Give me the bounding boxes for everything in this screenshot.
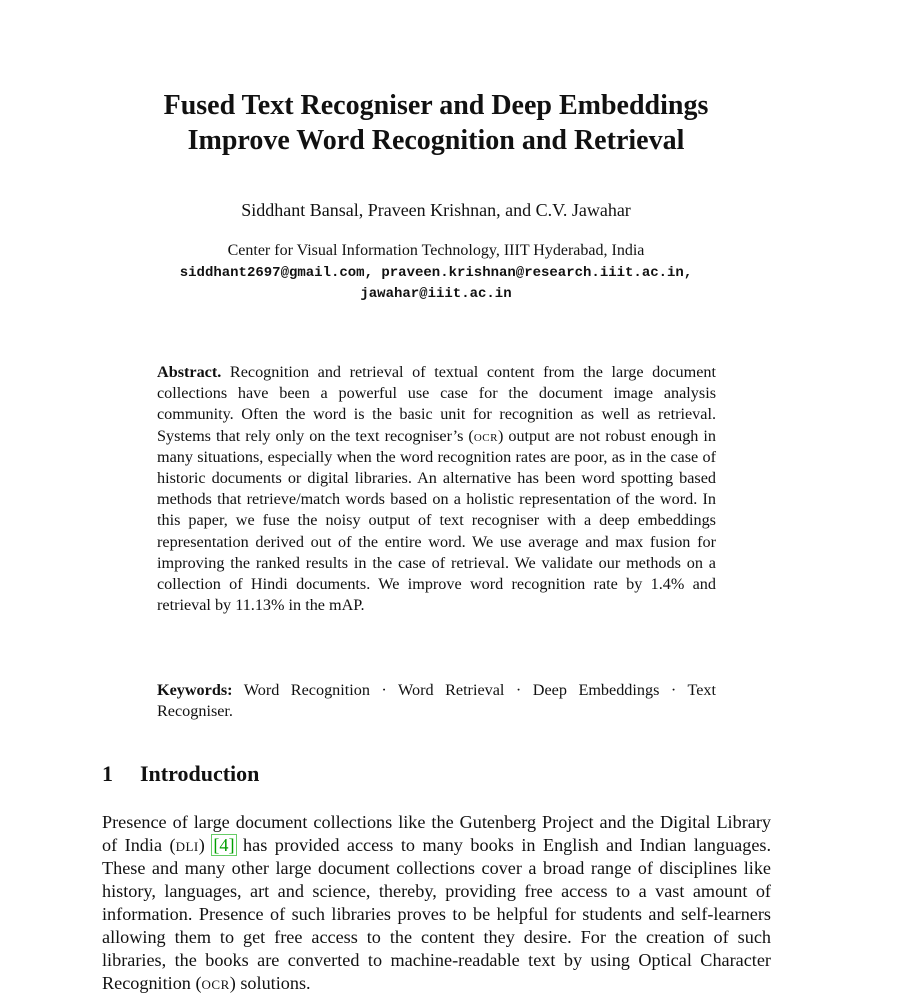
section-title: Introduction (140, 761, 260, 786)
author-list: Siddhant Bansal, Praveen Krishnan, and C.V. Jawahar (241, 200, 631, 220)
intro-ocr-abbrev: ocr (201, 973, 230, 993)
email-line-1: siddhant2697@gmail.com, praveen.krishnan@research.iiit.ac.in, (179, 265, 693, 281)
affiliation: Center for Visual Information Technology, IIIT Hyderabad, India (227, 242, 645, 259)
abstract-label: Abstract. (157, 363, 222, 381)
abstract (157, 362, 716, 616)
abstract-text-1: Recognition and retrieval of textual content from the large document collections have been a powerful use case for the document image analysis community. Often the word is the basic unit for recognition as well as retrieval. Systems that rely only on the text recogniser’s ( (157, 363, 717, 445)
keywords-text: Word Recognition · Word Retrieval · Deep Embeddings · Text Recogniser. (157, 681, 716, 721)
keywords-label: Keywords: (157, 681, 233, 699)
paper-title (100, 88, 772, 158)
title-line-1: Fused Text Recogniser and Deep Embeddings (163, 90, 709, 121)
email-line-2: jawahar@iiit.ac.in (360, 286, 512, 302)
section-number: 1 (102, 761, 113, 786)
title-line-2: Improve Word Recognition and Retrieval (187, 125, 685, 156)
intro-text-2: ) (198, 835, 213, 855)
intro-text-1: Presence of large document collections like the Gutenberg Project and the Digital Library of India ( (102, 812, 771, 855)
intro-dli-abbrev: dli (175, 835, 199, 855)
introduction-paragraph (102, 811, 771, 995)
citation-link[interactable]: [4] (213, 835, 235, 855)
intro-text-4: ) solutions. (229, 973, 311, 993)
intro-text-3: has provided access to many books in English and Indian languages. These and many other large document collections cover a broad range of disciplines like history, languages, art and science, thereby, providing free access to a vast amount of information. Presence of such libraries proves to be helpful for students and self-learners allowing them to get free access to the content they desire. For the creation of such libraries, the books are converted to machine-readable text by using Optical Character Recognition ( (102, 835, 772, 993)
keywords (157, 680, 716, 722)
abstract-ocr-abbrev: ocr (473, 426, 498, 445)
section-heading-introduction (102, 760, 772, 788)
abstract-text-2: ) output are not robust enough in many situations, especially when the word recognition rates are poor, as in the case of historic documents or digital libraries. An alternative has been word spotting based methods that retrieve/match words based on a holistic representation of the word. In this paper, we fuse the noisy output of text recogniser with a deep embeddings representation derived out of the entire word. We use average and max fusion for improving the ranked results in the case of retrieval. We validate our methods on a collection of Hindi documents. We improve word recognition rate by 1.4% and retrieval by 11.13% in the mAP. (157, 426, 716, 615)
author-emails (100, 263, 772, 305)
